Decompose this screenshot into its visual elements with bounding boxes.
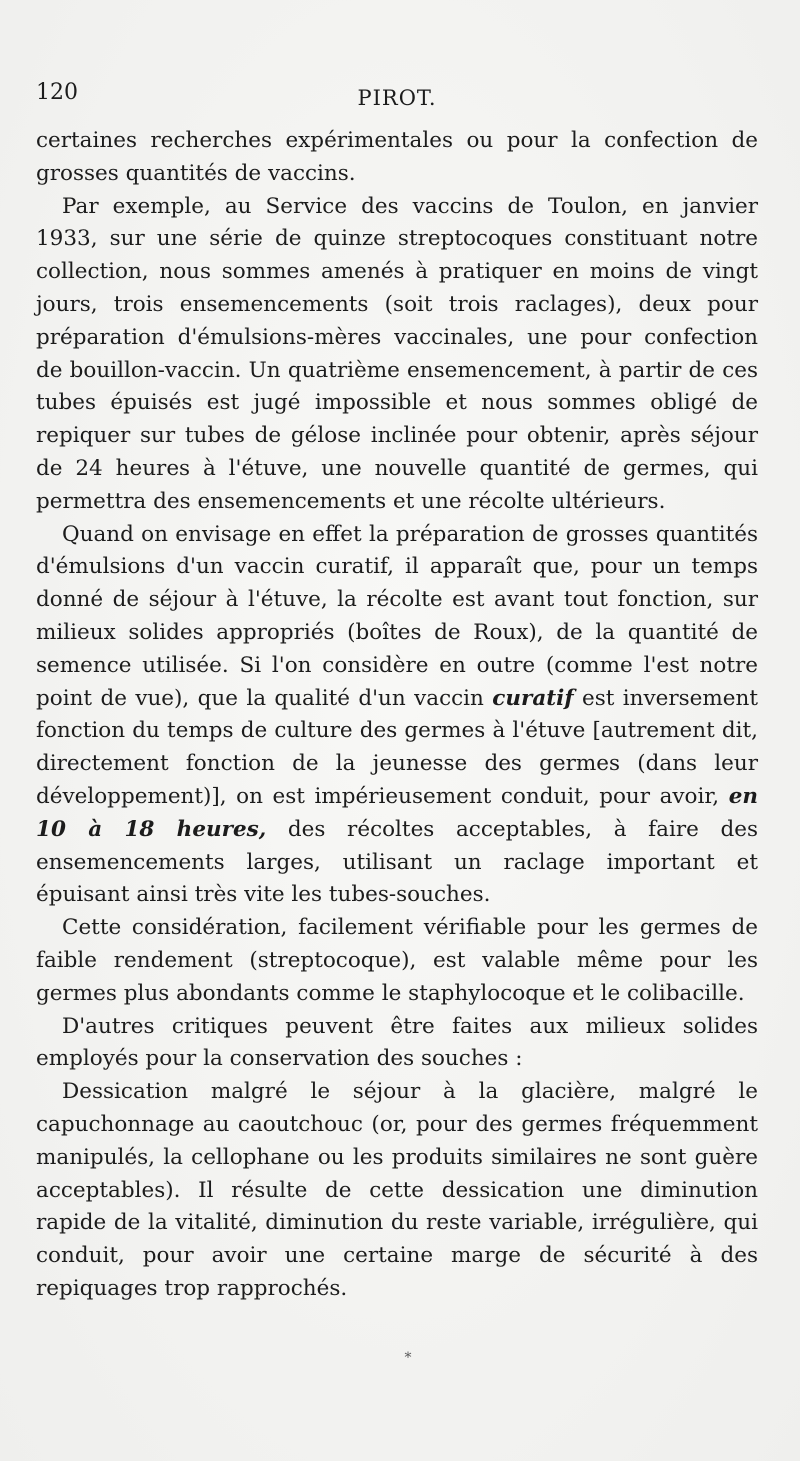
paragraph-1-text: certaines recherches expérimentales ou pour la confection de grosses quantités de vaccins.: [36, 128, 758, 186]
paragraph-3-text-a: Quand on envisage en effet la préparation de grosses quantités d'émulsions d'un vaccin curatif, il apparaît que, pour un temps donné de séjour à l'étuve, la récolte est avant tout fonction, sur milieux solides appropriés (boîtes de Roux), de la quantité de semence utilisée. Si l'on considère en outre (comme l'est notre point de vue), que la qualité d'un vaccin: [36, 521, 758, 711]
paragraph-1: [36, 125, 758, 191]
paragraph-3-text-c: des récoltes acceptables, à faire des ensemencements larges, utilisant un raclage important et épuisant ainsi très vite les tubes-souches.: [36, 816, 759, 908]
paragraph-6-text: Dessication malgré le séjour à la glacière, malgré le capuchonnage au caoutchouc (or, pour des germes fréquemment manipulés, la cellophane ou les produits similaires ne sont guère acceptables). Il résulte de cette dessication une diminution rapide de la vitalité, diminution du reste variable, irrégulière, qui conduit, pour avoir une certaine marge de sécurité à des repiquages trop rapprochés.: [36, 1079, 758, 1301]
running-head: PIROT.: [357, 86, 437, 110]
paragraph-2-text: Par exemple, au Service des vaccins de Toulon, en janvier 1933, sur une série de quinze streptocoques constituant notre collection, nous sommes amenés à pratiquer en moins de vingt jours, trois ensemencements (soit trois raclages), deux pour préparation d'émulsions-mères vaccinales, une pour confection de bouillon-vaccin. Un quatrième ensemencement, à partir de ces tubes épuisés est jugé impossible et nous sommes obligé de repiquer sur tubes de gélose inclinée pour obtenir, après séjour de 24 heures à l'étuve, une nouvelle quantité de germes, qui permettra des ensemencements et une récolte ultérieurs.: [36, 193, 758, 514]
paragraph-4: [36, 912, 758, 1010]
paragraph-5: [36, 1011, 758, 1077]
italic-curatif: curatif: [492, 685, 574, 711]
page-header: [36, 80, 758, 116]
paragraph-6: [36, 1076, 758, 1306]
body-text: [36, 125, 758, 1306]
page-number: 120: [36, 80, 78, 105]
italic-time-range: en 10 à 18 heures,: [36, 783, 758, 842]
paragraph-5-text: D'autres critiques peuvent être faites aux milieux solides employés pour la conservation des souches :: [36, 1013, 758, 1072]
footer-mark: *: [404, 1350, 412, 1366]
paragraph-3-text-b: est inversement fonction du temps de culture des germes à l'étuve [autrement dit, directement fonction de la jeunesse des germes (dans leur développement)], on est impérieusement conduit, pour avoir,: [36, 685, 758, 809]
paragraph-4-text: Cette considération, facilement vérifiable pour les germes de faible rendement (streptocoque), est valable même pour les germes plus abondants comme le staphylocoque et le colibacille.: [36, 915, 758, 1006]
paragraph-3: [36, 519, 758, 913]
paragraph-2: [36, 191, 758, 519]
